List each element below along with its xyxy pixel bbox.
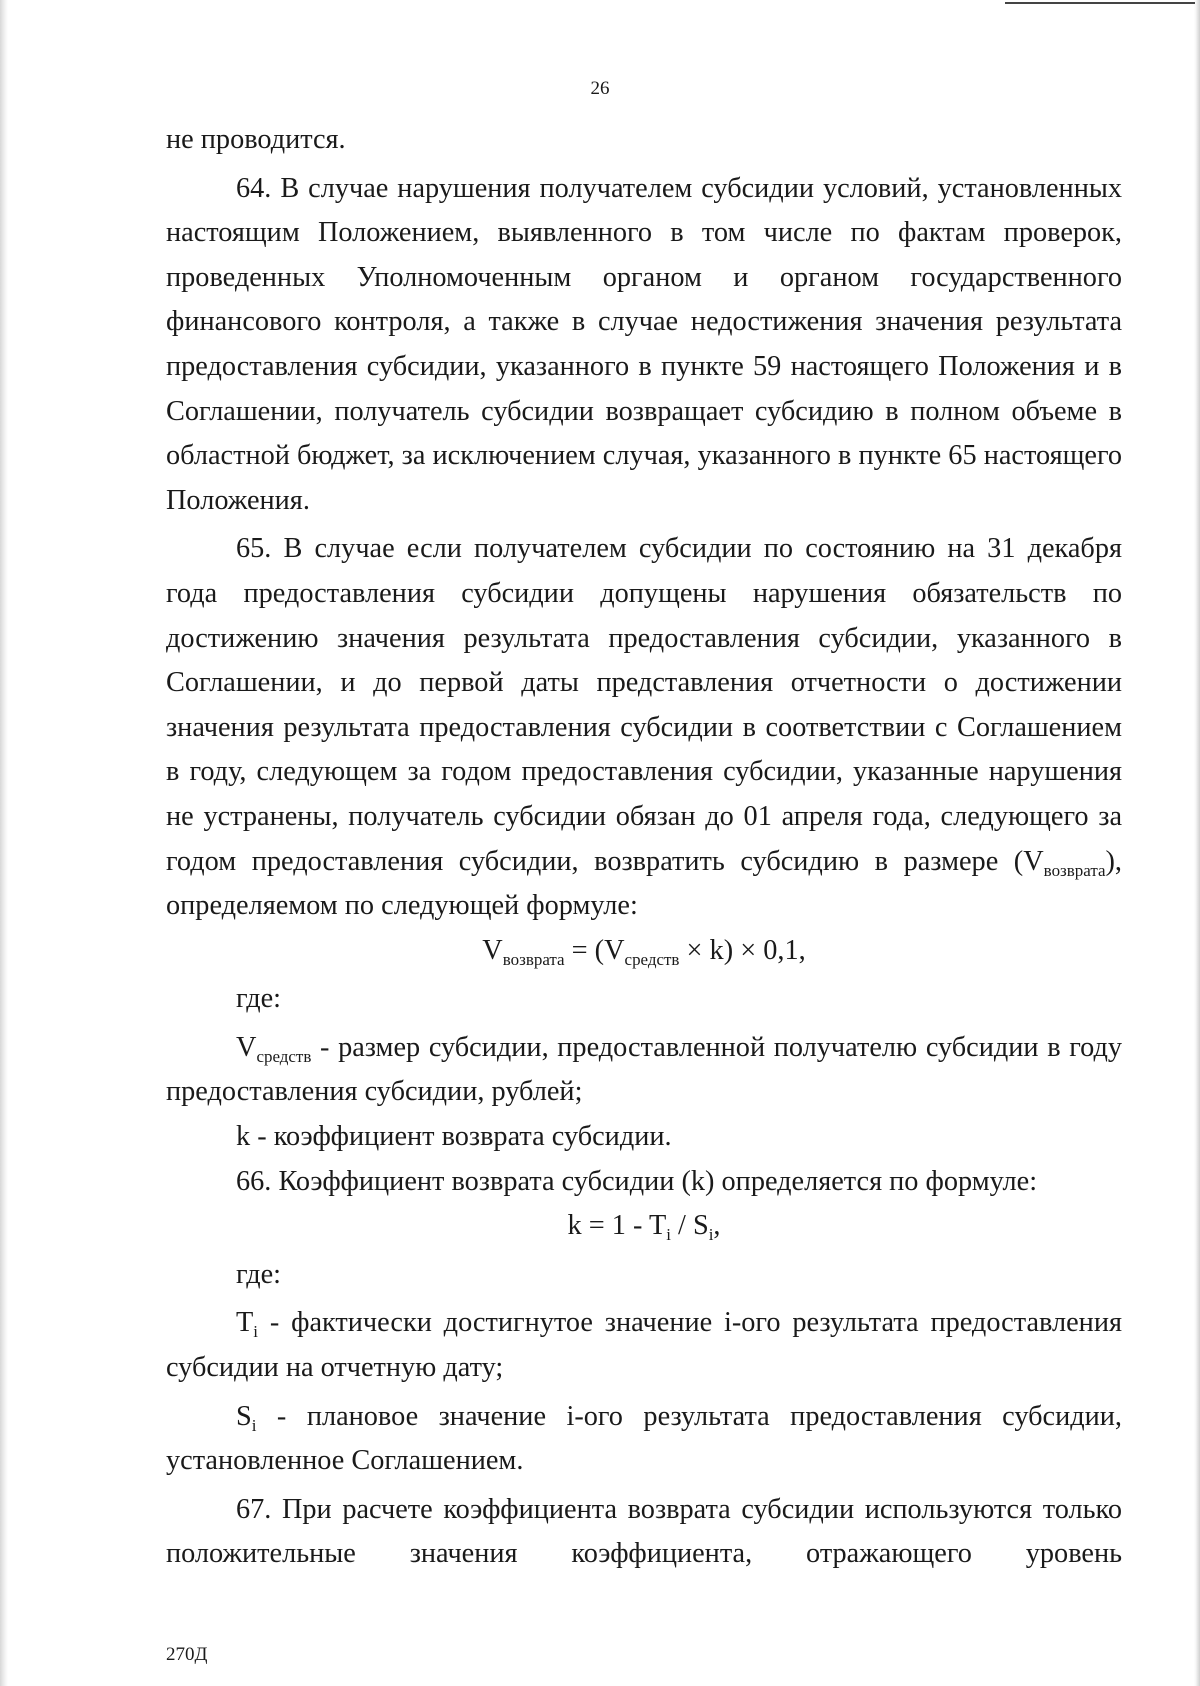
definition-sub: i (253, 1322, 259, 1342)
where-label: где: (236, 1258, 282, 1290)
top-rule (1005, 2, 1195, 4)
where-label: где: (236, 983, 282, 1015)
definition-si (166, 1395, 1122, 1484)
definition-k: k - коэффициент возврата субсидии. (236, 1121, 672, 1153)
page-number: 26 (590, 78, 610, 99)
paragraph-65-subscript: возврата (1043, 860, 1106, 880)
definition-symbol: T (236, 1307, 254, 1339)
definition-ti (166, 1301, 1122, 1390)
formula-v-vozvrata (166, 929, 1122, 974)
paragraph-continuation: не проводится. (166, 124, 346, 155)
paragraph-65-text: 65. В случае если получателем субсидии по состоянию на 31 декабря года предоставления субсидии допущены нарушения обязательств по достижению значения результата предоставления субсидии, указанного в Соглашении, и до первой даты представления отчетности о достижении значения результата предоставления субсидии в соответствии с Соглашением в году, следующем за годом предоставления субсидии, указанные нарушения не устранены, получатель субсидии обязан до 01 апреля года, следующего за годом предоставления субсидии, возвратить субсидию в размере (V (166, 533, 1122, 877)
definition-text: - плановое значение i-ого результата предоставления субсидии, установленное Соглашением. (166, 1400, 1122, 1477)
paragraph-66: 66. Коэффициент возврата субсидии (k) определяется по формуле: (236, 1165, 1038, 1197)
formula-expr: × k) × 0,1, (679, 934, 806, 966)
definition-text: - размер субсидии, предоставленной получателю субсидии в году предоставления субсидии, рублей; (166, 1031, 1122, 1108)
definition-sub: i (251, 1415, 257, 1435)
paragraph-64: 64. В случае нарушения получателем субсидии условий, установленных настоящим Положением, выявленного в том числе по фактам проверок, проведенных Уполномоченным органом и органом государственного финансового контроля, а также в случае недостижения значения результата предоставления субсидии, указанного в пункте 59 настоящего Положения и в Соглашении, получатель субсидии возвращает субсидию в полном объеме в областной бюджет, за исключением случая, указанного в пункте 65 настоящего Положения. (166, 172, 1122, 516)
formula-expr: = (V (564, 934, 625, 966)
formula-k (166, 1204, 1122, 1249)
formula-sub: i (708, 1225, 714, 1245)
formula-var: V (482, 934, 503, 966)
formula-expr: , (713, 1210, 721, 1242)
document-body (166, 118, 1122, 1577)
scan-right-edge (1194, 0, 1200, 1686)
footer-code: 270Д (166, 1644, 208, 1665)
definition-symbol: V (236, 1031, 257, 1063)
formula-sub: средств (624, 949, 680, 969)
definition-v-sredstv (166, 1026, 1122, 1115)
paragraph-65-tail: ), определяемом по следующей формуле: (166, 845, 1122, 922)
formula-sub: возврата (502, 949, 565, 969)
paragraph-65 (166, 527, 1122, 928)
scan-left-edge (0, 0, 8, 1686)
definition-text: - фактически достигнутое значение i-ого результата предоставления субсидии на отчетную дату; (166, 1307, 1122, 1384)
formula-expr: / S (670, 1210, 709, 1242)
formula-expr: k = 1 - T (567, 1210, 667, 1242)
formula-sub: i (666, 1225, 671, 1245)
definition-symbol: S (236, 1400, 252, 1432)
paragraph-67: 67. При расчете коэффициента возврата субсидии используются только положительные значения коэффициента, отражающего уровень (166, 1493, 1122, 1570)
definition-sub: средств (256, 1046, 312, 1066)
